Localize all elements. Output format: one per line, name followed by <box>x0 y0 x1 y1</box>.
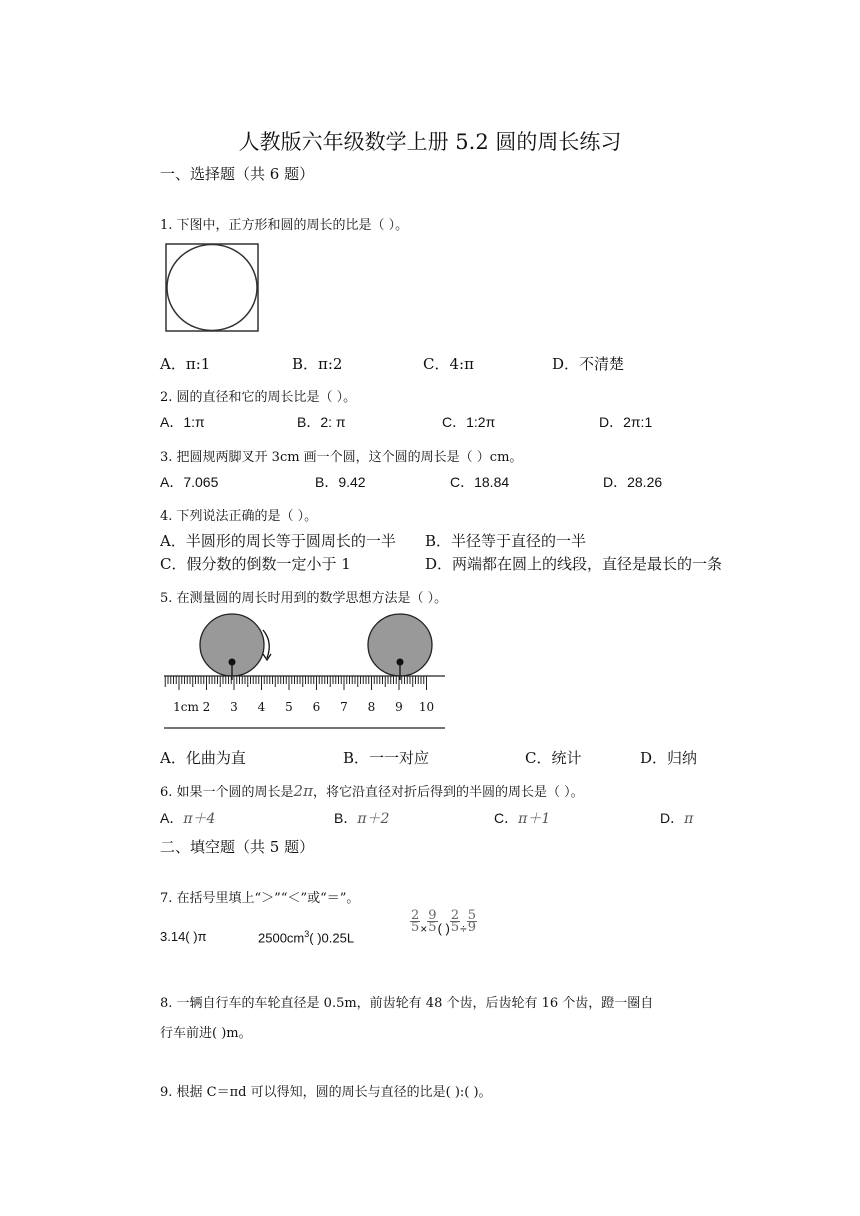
q1-option-a[interactable]: A．π:1 <box>160 355 211 373</box>
q2-option-c[interactable]: C．1:2π <box>442 414 496 430</box>
right-circle-point <box>397 659 404 666</box>
fraction-9-5 <box>427 910 437 933</box>
question-3: 3. 把圆规两脚叉开 3cm 画一个圆，这个圆的周长是（ ）cm。 <box>160 450 523 465</box>
ruler-label: 7 <box>340 700 348 714</box>
q6-option-a-label: A． <box>160 810 184 826</box>
ruler-label: 9 <box>395 700 403 714</box>
question-1: 1. 下图中，正方形和圆的周长的比是（ ）。 <box>160 218 409 233</box>
question-8-line-2: 行车前进( )m。 <box>160 1026 252 1041</box>
q6-option-c-value: π＋1 <box>518 811 551 827</box>
left-circle-point <box>229 659 236 666</box>
q5-option-c[interactable]: C．统计 <box>525 749 582 767</box>
q7-part-1: 3.14( )π <box>160 929 207 944</box>
q6-option-d-value: π <box>684 811 694 827</box>
q4-option-c[interactable]: C．假分数的倒数一定小于 1 <box>160 555 351 573</box>
question-2: 2. 圆的直径和它的周长比是（ ）。 <box>160 390 357 405</box>
q6-option-a-value: π＋4 <box>183 811 216 827</box>
section-1-heading: 一、选择题（共 6 题） <box>160 165 315 183</box>
page-title: 人教版六年级数学上册 5.2 圆的周长练习 <box>238 130 622 154</box>
q3-option-a[interactable]: A．7.065 <box>160 474 219 490</box>
q2-option-d[interactable]: D．2π:1 <box>599 414 653 430</box>
f3-den: 5 <box>450 920 460 935</box>
ruler-ticks <box>165 676 426 690</box>
q6-option-b-label: B． <box>334 810 358 826</box>
q6-option-a[interactable] <box>160 808 215 828</box>
ruler-labels <box>173 700 434 714</box>
question-5: 5. 在测量圆的周长时用到的数学思想方法是（ ）。 <box>160 591 448 606</box>
q7-part-2 <box>258 929 354 945</box>
fraction-2-5-a <box>410 910 420 933</box>
section-2-heading: 二、填空题（共 5 题） <box>160 838 315 856</box>
f4-num: 5 <box>467 908 477 923</box>
q6-option-d-label: D． <box>660 810 685 826</box>
f3-num: 2 <box>450 908 460 923</box>
q2-option-a[interactable]: A．1:π <box>160 414 205 430</box>
ruler-label: 6 <box>312 700 321 714</box>
ruler-label: 8 <box>367 700 376 714</box>
fraction-5-9 <box>467 910 477 933</box>
question-4: 4. 下列说法正确的是（ ）。 <box>160 509 318 524</box>
ruler-label: 2 <box>202 700 211 714</box>
q3-option-b[interactable]: B．9.42 <box>315 474 366 490</box>
q7-part-2-sup: 3 <box>304 929 310 939</box>
q7-part-2-a: 2500cm <box>258 930 305 946</box>
ruler-label: 4 <box>257 700 266 714</box>
q6-option-d[interactable] <box>660 808 693 828</box>
times-sign: × <box>420 921 428 936</box>
q4-option-d[interactable]: D．两端都在圆上的线段，直径是最长的一条 <box>425 555 723 573</box>
q7-part-3 <box>410 910 477 936</box>
q1-option-c[interactable]: C．4:π <box>423 355 474 373</box>
q5-option-d[interactable]: D．归纳 <box>640 749 698 767</box>
q1-option-d[interactable]: D．不清楚 <box>552 355 625 373</box>
ruler-figure <box>160 612 450 732</box>
ruler-label: 1cm <box>173 700 199 714</box>
divide-sign: ÷ <box>460 921 467 936</box>
ruler-label: 5 <box>285 700 293 714</box>
q5-option-b[interactable]: B．一一对应 <box>343 749 430 767</box>
q7-blank[interactable]: ( ) <box>437 920 450 936</box>
f4-den: 9 <box>467 920 477 935</box>
square-circle-figure <box>165 243 260 333</box>
question-6 <box>160 781 584 800</box>
q6-option-c-label: C． <box>494 810 519 826</box>
q2-option-b[interactable]: B．2: π <box>297 414 346 430</box>
f2-num: 9 <box>428 908 437 923</box>
question-8-line-1: 8. 一辆自行车的车轮直径是 0.5m，前齿轮有 48 个齿，后齿轮有 16 个齿，蹬一圈自 <box>160 996 654 1011</box>
q5-option-a[interactable]: A．化曲为直 <box>160 749 246 767</box>
fraction-2-5-b <box>450 910 460 933</box>
q6-option-b[interactable] <box>334 808 389 828</box>
f1-den: 5 <box>411 920 420 935</box>
ruler-label: 10 <box>418 700 435 714</box>
q4-option-b[interactable]: B．半径等于直径的一半 <box>425 532 587 550</box>
circle-shape <box>167 245 257 331</box>
q3-option-c[interactable]: C．18.84 <box>450 474 510 490</box>
ruler-label: 3 <box>230 700 238 714</box>
q6-text-a: 6. 如果一个圆的周长是 <box>160 785 294 800</box>
q7-part-2-b: ( )0.25L <box>309 930 355 946</box>
f2-den: 5 <box>428 920 437 935</box>
q6-option-b-value: π＋2 <box>357 811 390 827</box>
question-9: 9. 根据 C＝πd 可以得知，圆的周长与直径的比是( ):( )。 <box>160 1085 492 1100</box>
q3-option-d[interactable]: D．28.26 <box>603 474 663 490</box>
q6-option-c[interactable] <box>494 808 550 828</box>
question-7: 7. 在括号里填上“＞”“＜”或“＝”。 <box>160 891 360 906</box>
q1-option-b[interactable]: B．π:2 <box>292 355 343 373</box>
q6-text-b: ，将它沿直径对折后得到的半圆的周长是（ ）。 <box>312 785 584 800</box>
q4-option-a[interactable]: A．半圆形的周长等于圆周长的一半 <box>160 532 396 550</box>
f1-num: 2 <box>411 908 420 923</box>
q6-math: 2π <box>293 782 313 800</box>
